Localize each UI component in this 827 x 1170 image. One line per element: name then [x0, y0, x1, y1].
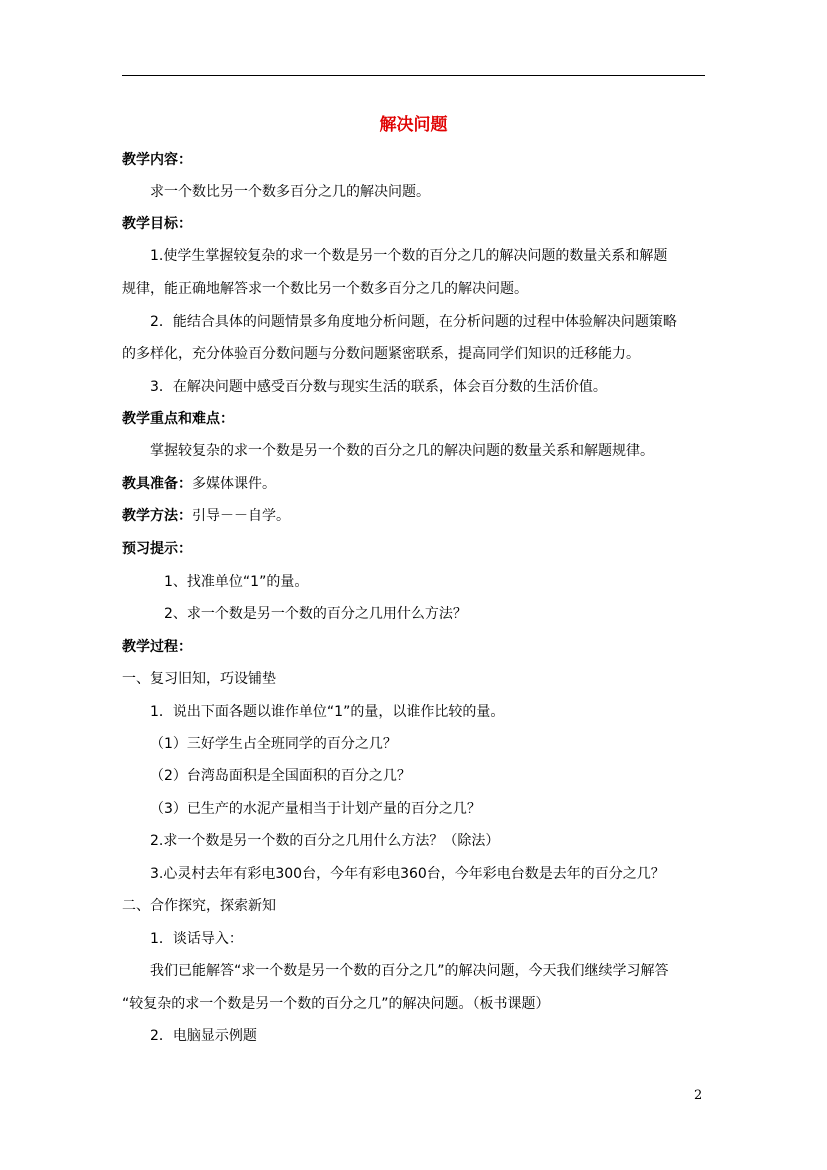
- teaching-method-value: 引导－－自学。: [192, 508, 290, 524]
- paragraph-line: 规律，能正确地解答求一个数比另一个数多百分之几的解决问题。: [122, 281, 528, 297]
- subsection-heading: 二、合作探究，探索新知: [122, 898, 276, 914]
- list-item: 2、求一个数是另一个数的百分之几用什么方法？: [164, 606, 467, 622]
- page-number: 2: [694, 1088, 703, 1103]
- teaching-method-label: 教学方法：: [122, 508, 192, 524]
- paragraph-line: 求一个数比另一个数多百分之几的解决问题。: [150, 184, 430, 200]
- list-item: 1．说出下面各题以谁作单位“1”的量，以谁作比较的量。: [150, 704, 505, 720]
- header-rule: [122, 75, 705, 76]
- teaching-aids-label: 教具准备：: [122, 476, 192, 492]
- paragraph-line: 掌握较复杂的求一个数是另一个数的百分之几的解决问题的数量关系和解题规律。: [150, 443, 654, 459]
- teaching-aids-value: 多媒体课件。: [192, 476, 276, 492]
- paragraph-line: 1.使学生掌握较复杂的求一个数是另一个数的百分之几的解决问题的数量关系和解题: [150, 248, 668, 264]
- list-item: （1）三好学生占全班同学的百分之几？: [150, 736, 397, 752]
- paragraph-line: 3．在解决问题中感受百分数与现实生活的联系，体会百分数的生活价值。: [150, 379, 607, 395]
- list-item: （3）已生产的水泥产量相当于计划产量的百分之几？: [150, 801, 481, 817]
- subsection-heading: 一、复习旧知，巧设铺垫: [122, 671, 276, 687]
- list-item: 1、找准单位“1”的量。: [164, 574, 309, 590]
- list-item: 1．谈话导入：: [150, 931, 243, 947]
- teaching-method-line: [122, 506, 290, 526]
- paragraph-line: 2．能结合具体的问题情景多角度地分析问题，在分析问题的过程中体验解决问题策略: [150, 314, 677, 330]
- paragraph-line: “较复杂的求一个数是另一个数的百分之几”的解决问题。（板书课题）: [122, 996, 550, 1012]
- section-heading-preview: 预习提示：: [122, 541, 192, 557]
- teaching-aids-line: [122, 474, 276, 494]
- list-item: 2．电脑显示例题: [150, 1028, 257, 1044]
- list-item: （2）台湾岛面积是全国面积的百分之几？: [150, 768, 411, 784]
- paragraph-line: 我们已能解答“求一个数是另一个数的百分之几”的解决问题，今天我们继续学习解答: [150, 963, 669, 979]
- section-heading-objectives: 教学目标：: [122, 216, 192, 232]
- list-item: 2.求一个数是另一个数的百分之几用什么方法？（除法）: [150, 833, 500, 849]
- section-heading-process: 教学过程：: [122, 639, 192, 655]
- section-heading-key-points: 教学重点和难点：: [122, 411, 234, 427]
- list-item: 3.心灵村去年有彩电300台，今年有彩电360台，今年彩电台数是去年的百分之几？: [150, 866, 665, 882]
- section-heading-content: 教学内容：: [122, 152, 192, 168]
- paragraph-line: 的多样化，充分体验百分数问题与分数问题紧密联系，提高同学们知识的迁移能力。: [122, 346, 640, 362]
- page-title: 解决问题: [379, 115, 448, 135]
